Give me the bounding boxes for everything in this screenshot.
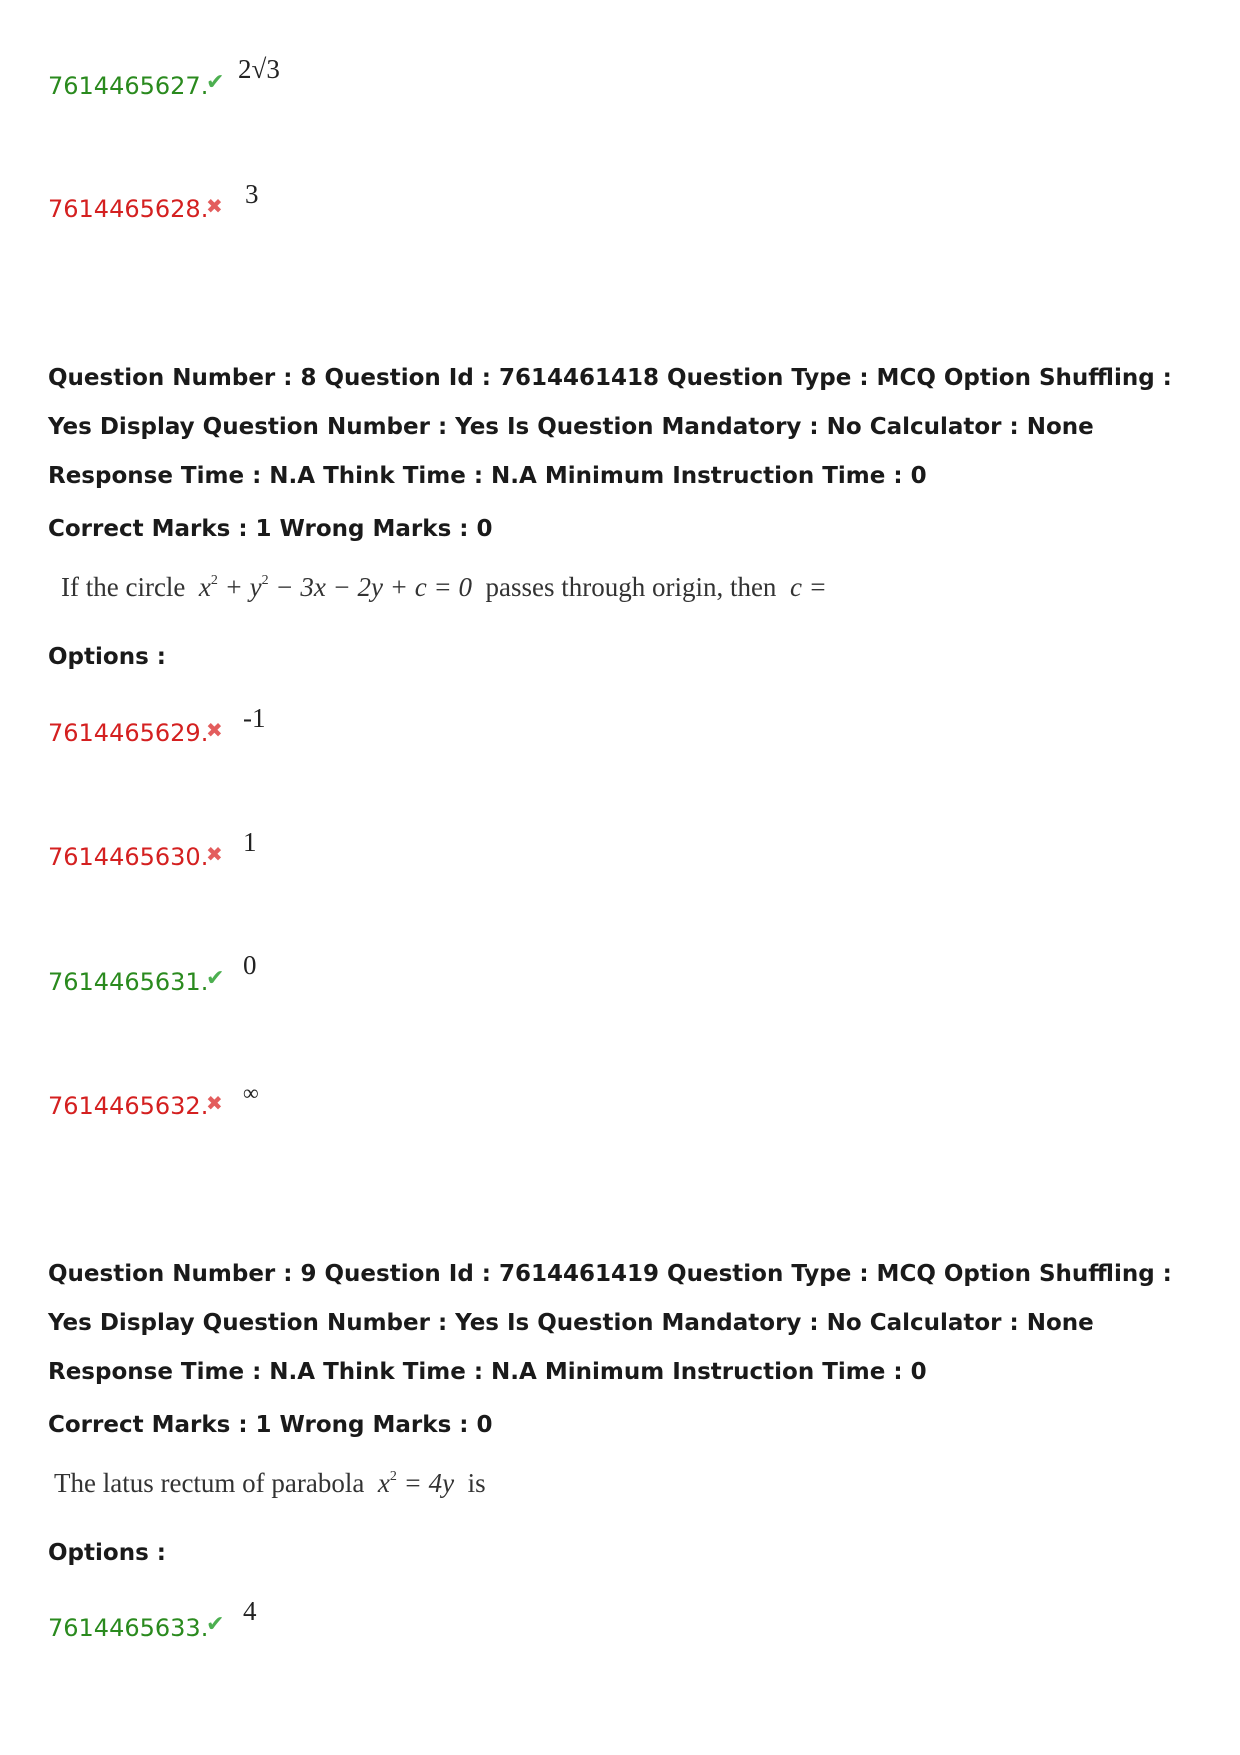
question-header: Question Number : 9 Question Id : 7614461419 Question Type : MCQ Option Shuffling : Yes Display Question Number : Yes Is Question Mandatory : No Calculator : None Response Time : N.A Think Time : N.A Minimum Instruction Time : 0 xyxy=(48,1261,1172,1385)
option-value: 4 xyxy=(243,1596,257,1626)
option-id: 7614465632. xyxy=(48,1092,209,1120)
cross-icon: ✖ xyxy=(206,1091,223,1115)
option-value: 3 xyxy=(245,179,259,209)
check-icon: ✔ xyxy=(206,70,225,95)
option-id: 7614465627. xyxy=(48,72,209,100)
option-value: -1 xyxy=(243,703,266,733)
option-id: 7614465628. xyxy=(48,195,209,223)
question-text-start: If the circle xyxy=(61,572,186,602)
option-value: 2√3 xyxy=(238,54,280,84)
cross-icon: ✖ xyxy=(206,842,223,866)
option-id: 7614465631. xyxy=(48,968,209,996)
option-value: ∞ xyxy=(243,1080,259,1105)
question-text-start: The latus rectum of parabola xyxy=(54,1468,365,1498)
question-header: Question Number : 8 Question Id : 7614461418 Question Type : MCQ Option Shuffling : Yes Display Question Number : Yes Is Question Mandatory : No Calculator : None Response Time : N.A Think Time : N.A Minimum Instruction Time : 0 xyxy=(48,365,1172,489)
cross-icon: ✖ xyxy=(206,718,223,742)
marks-info: Correct Marks : 1 Wrong Marks : 0 xyxy=(48,1412,493,1438)
option-value: 1 xyxy=(243,827,257,857)
options-label: Options : xyxy=(48,644,166,670)
option-value: 0 xyxy=(243,950,257,980)
options-label: Options : xyxy=(48,1540,166,1566)
option-id: 7614465630. xyxy=(48,843,209,871)
question-text xyxy=(61,572,827,603)
option-id: 7614465633. xyxy=(48,1614,209,1642)
equation: $x^2 = 4y$ xyxy=(371,1468,461,1498)
equation-variable: c = xyxy=(783,572,827,602)
question-text-end: is xyxy=(467,1468,486,1498)
cross-icon: ✖ xyxy=(206,194,223,218)
question-text xyxy=(54,1468,486,1499)
question-text-end: passes through origin, then xyxy=(485,572,777,602)
check-icon: ✔ xyxy=(206,1612,225,1637)
equation: $x^2 + y^2 - 3x - 2y + c = 0$ xyxy=(192,572,479,602)
marks-info: Correct Marks : 1 Wrong Marks : 0 xyxy=(48,516,493,542)
option-id: 7614465629. xyxy=(48,719,209,747)
check-icon: ✔ xyxy=(206,966,225,991)
